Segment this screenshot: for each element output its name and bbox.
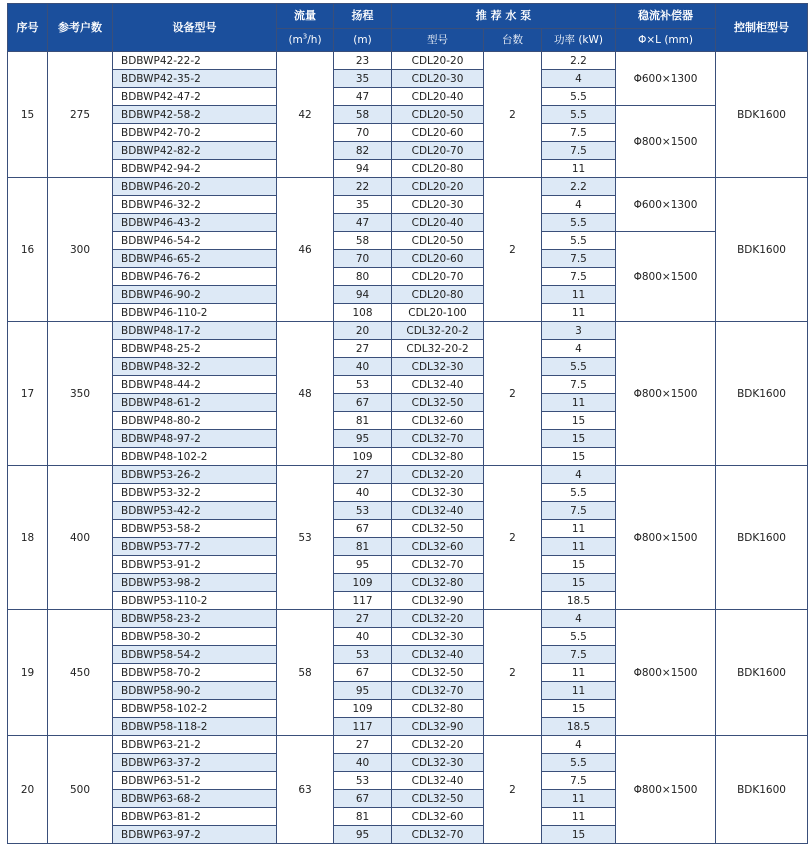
pump-model-cell: CDL32-60 [392,538,484,556]
pump-count-cell: 2 [484,736,542,844]
model-cell: BDBWP48-44-2 [113,376,277,394]
pump-power-cell: 11 [542,286,616,304]
model-cell: BDBWP46-20-2 [113,178,277,196]
header-model: 设备型号 [113,4,277,52]
head-cell: 35 [334,70,392,88]
pump-power-cell: 11 [542,160,616,178]
pump-power-cell: 7.5 [542,502,616,520]
pump-power-cell: 18.5 [542,592,616,610]
flow-cell: 42 [277,52,334,178]
pump-count-cell: 2 [484,322,542,466]
head-cell: 22 [334,178,392,196]
head-cell: 47 [334,214,392,232]
model-cell: BDBWP53-26-2 [113,466,277,484]
head-cell: 108 [334,304,392,322]
head-cell: 23 [334,52,392,70]
model-cell: BDBWP48-17-2 [113,322,277,340]
header-pump-count: 台数 [484,29,542,52]
head-cell: 40 [334,754,392,772]
model-cell: BDBWP58-30-2 [113,628,277,646]
model-cell: BDBWP63-51-2 [113,772,277,790]
header-flow-unit [277,29,334,52]
head-cell: 35 [334,196,392,214]
head-cell: 20 [334,322,392,340]
model-cell: BDBWP42-58-2 [113,106,277,124]
cabinet-cell: BDK1600 [716,610,808,736]
head-cell: 58 [334,106,392,124]
pump-power-cell: 7.5 [542,772,616,790]
head-cell: 70 [334,124,392,142]
pump-model-cell: CDL32-30 [392,484,484,502]
households-cell: 450 [48,610,113,736]
pump-power-cell: 7.5 [542,376,616,394]
head-cell: 67 [334,664,392,682]
head-cell: 117 [334,718,392,736]
pump-power-cell: 11 [542,790,616,808]
model-cell: BDBWP42-47-2 [113,88,277,106]
pump-model-cell: CDL32-90 [392,592,484,610]
table-body [8,52,808,844]
stabilizer-cell: Φ800×1500 [616,736,716,844]
pump-power-cell: 15 [542,574,616,592]
table-row [8,466,808,484]
pump-power-cell: 5.5 [542,754,616,772]
pump-model-cell: CDL20-20 [392,52,484,70]
head-cell: 117 [334,592,392,610]
pump-model-cell: CDL32-30 [392,358,484,376]
stabilizer-cell: Φ800×1500 [616,232,716,322]
model-cell: BDBWP53-77-2 [113,538,277,556]
head-cell: 95 [334,682,392,700]
header-head: 扬程 [334,4,392,29]
pump-model-cell: CDL32-20-2 [392,322,484,340]
model-cell: BDBWP42-82-2 [113,142,277,160]
model-cell: BDBWP42-22-2 [113,52,277,70]
pump-power-cell: 11 [542,520,616,538]
pump-model-cell: CDL32-20 [392,466,484,484]
pump-model-cell: CDL32-70 [392,556,484,574]
pump-power-cell: 11 [542,664,616,682]
pump-model-cell: CDL32-40 [392,646,484,664]
pump-model-cell: CDL20-70 [392,142,484,160]
head-cell: 27 [334,610,392,628]
model-cell: BDBWP42-94-2 [113,160,277,178]
model-cell: BDBWP63-97-2 [113,826,277,844]
pump-model-cell: CDL32-20 [392,736,484,754]
seq-cell: 15 [8,52,48,178]
head-cell: 109 [334,574,392,592]
pump-power-cell: 4 [542,466,616,484]
head-cell: 40 [334,628,392,646]
head-cell: 67 [334,790,392,808]
head-cell: 27 [334,736,392,754]
model-cell: BDBWP42-70-2 [113,124,277,142]
pump-count-cell: 2 [484,178,542,322]
head-cell: 27 [334,340,392,358]
pump-power-cell: 15 [542,826,616,844]
pump-model-cell: CDL20-100 [392,304,484,322]
pump-model-cell: CDL32-30 [392,754,484,772]
head-cell: 95 [334,826,392,844]
head-cell: 81 [334,808,392,826]
header-seq: 序号 [8,4,48,52]
head-cell: 80 [334,268,392,286]
head-cell: 95 [334,430,392,448]
model-cell: BDBWP58-118-2 [113,718,277,736]
cabinet-cell: BDK1600 [716,178,808,322]
model-cell: BDBWP48-25-2 [113,340,277,358]
pump-model-cell: CDL32-80 [392,574,484,592]
model-cell: BDBWP58-54-2 [113,646,277,664]
flow-cell: 46 [277,178,334,322]
pump-model-cell: CDL32-50 [392,394,484,412]
head-cell: 109 [334,700,392,718]
seq-cell: 19 [8,610,48,736]
stabilizer-cell: Φ800×1500 [616,322,716,466]
flow-cell: 48 [277,322,334,466]
pump-power-cell: 5.5 [542,232,616,250]
model-cell: BDBWP48-32-2 [113,358,277,376]
pump-model-cell: CDL32-50 [392,520,484,538]
table-row [8,610,808,628]
pump-power-cell: 4 [542,736,616,754]
spec-table-wrapper [7,3,808,844]
pump-power-cell: 15 [542,556,616,574]
model-cell: BDBWP46-110-2 [113,304,277,322]
pump-power-cell: 4 [542,340,616,358]
flow-unit-sup: 3 [302,32,308,41]
pump-power-cell: 5.5 [542,106,616,124]
model-cell: BDBWP53-91-2 [113,556,277,574]
head-cell: 58 [334,232,392,250]
model-cell: BDBWP63-68-2 [113,790,277,808]
header-row-top [8,4,808,29]
head-cell: 47 [334,88,392,106]
pump-power-cell: 4 [542,70,616,88]
pump-power-cell: 11 [542,682,616,700]
seq-cell: 16 [8,178,48,322]
pump-power-cell: 11 [542,304,616,322]
pump-power-cell: 2.2 [542,178,616,196]
cabinet-cell: BDK1600 [716,466,808,610]
head-cell: 53 [334,772,392,790]
flow-cell: 53 [277,466,334,610]
model-cell: BDBWP58-70-2 [113,664,277,682]
model-cell: BDBWP46-32-2 [113,196,277,214]
flow-cell: 63 [277,736,334,844]
pump-model-cell: CDL32-80 [392,700,484,718]
pump-power-cell: 15 [542,430,616,448]
head-cell: 109 [334,448,392,466]
header-head-unit: (m) [334,29,392,52]
head-cell: 40 [334,484,392,502]
model-cell: BDBWP48-97-2 [113,430,277,448]
pump-model-cell: CDL32-30 [392,628,484,646]
pump-model-cell: CDL32-60 [392,808,484,826]
pump-power-cell: 7.5 [542,646,616,664]
pump-model-cell: CDL20-40 [392,88,484,106]
model-cell: BDBWP58-23-2 [113,610,277,628]
pump-model-cell: CDL32-70 [392,430,484,448]
pump-model-cell: CDL32-80 [392,448,484,466]
pump-power-cell: 15 [542,700,616,718]
cabinet-cell: BDK1600 [716,52,808,178]
flow-cell: 58 [277,610,334,736]
header-stabilizer-unit: Φ×L (mm) [616,29,716,52]
head-cell: 94 [334,160,392,178]
stabilizer-cell: Φ800×1500 [616,106,716,178]
seq-cell: 20 [8,736,48,844]
pump-model-cell: CDL32-40 [392,772,484,790]
pump-model-cell: CDL20-30 [392,70,484,88]
model-cell: BDBWP58-102-2 [113,700,277,718]
head-cell: 82 [334,142,392,160]
pump-model-cell: CDL20-50 [392,232,484,250]
model-cell: BDBWP53-42-2 [113,502,277,520]
table-row [8,736,808,754]
households-cell: 400 [48,466,113,610]
households-cell: 300 [48,178,113,322]
seq-cell: 18 [8,466,48,610]
head-cell: 81 [334,538,392,556]
pump-model-cell: CDL32-50 [392,790,484,808]
pump-power-cell: 4 [542,610,616,628]
model-cell: BDBWP46-76-2 [113,268,277,286]
table-row [8,232,808,250]
stabilizer-cell: Φ800×1500 [616,466,716,610]
head-cell: 81 [334,412,392,430]
model-cell: BDBWP48-102-2 [113,448,277,466]
pump-model-cell: CDL32-20-2 [392,340,484,358]
pump-power-cell: 7.5 [542,268,616,286]
flow-unit-pre: (m [288,34,303,46]
head-cell: 53 [334,376,392,394]
model-cell: BDBWP63-81-2 [113,808,277,826]
model-cell: BDBWP48-80-2 [113,412,277,430]
pump-model-cell: CDL32-40 [392,376,484,394]
pump-model-cell: CDL32-20 [392,610,484,628]
pump-model-cell: CDL32-90 [392,718,484,736]
model-cell: BDBWP46-54-2 [113,232,277,250]
pump-power-cell: 2.2 [542,52,616,70]
pump-model-cell: CDL20-40 [392,214,484,232]
pump-count-cell: 2 [484,466,542,610]
head-cell: 70 [334,250,392,268]
households-cell: 275 [48,52,113,178]
head-cell: 53 [334,646,392,664]
stabilizer-cell: Φ600×1300 [616,52,716,106]
pump-count-cell: 2 [484,52,542,178]
model-cell: BDBWP63-21-2 [113,736,277,754]
model-cell: BDBWP46-65-2 [113,250,277,268]
pump-power-cell: 3 [542,322,616,340]
pump-model-cell: CDL20-80 [392,286,484,304]
pump-model-cell: CDL20-60 [392,250,484,268]
header-stabilizer: 稳流补偿器 [616,4,716,29]
header-households: 参考户数 [48,4,113,52]
pump-model-cell: CDL20-30 [392,196,484,214]
pump-model-cell: CDL20-50 [392,106,484,124]
model-cell: BDBWP58-90-2 [113,682,277,700]
model-cell: BDBWP46-43-2 [113,214,277,232]
header-flow: 流量 [277,4,334,29]
model-cell: BDBWP46-90-2 [113,286,277,304]
pump-power-cell: 5.5 [542,358,616,376]
households-cell: 500 [48,736,113,844]
pump-power-cell: 5.5 [542,88,616,106]
pump-model-cell: CDL20-20 [392,178,484,196]
model-cell: BDBWP53-58-2 [113,520,277,538]
pump-model-cell: CDL32-40 [392,502,484,520]
stabilizer-cell: Φ600×1300 [616,178,716,232]
pump-power-cell: 7.5 [542,124,616,142]
model-cell: BDBWP53-98-2 [113,574,277,592]
pump-model-cell: CDL20-80 [392,160,484,178]
pump-power-cell: 11 [542,394,616,412]
cabinet-cell: BDK1600 [716,736,808,844]
flow-unit-post: /h) [307,34,322,46]
head-cell: 94 [334,286,392,304]
header-pump-model: 型号 [392,29,484,52]
cabinet-cell: BDK1600 [716,322,808,466]
pump-power-cell: 15 [542,448,616,466]
table-header [8,4,808,52]
table-row [8,106,808,124]
table-row [8,52,808,70]
table-row [8,178,808,196]
pump-count-cell: 2 [484,610,542,736]
pump-power-cell: 7.5 [542,250,616,268]
households-cell: 350 [48,322,113,466]
header-pump-group: 推 荐 水 泵 [392,4,616,29]
pump-power-cell: 5.5 [542,214,616,232]
seq-cell: 17 [8,322,48,466]
pump-model-cell: CDL32-50 [392,664,484,682]
pump-power-cell: 15 [542,412,616,430]
stabilizer-cell: Φ800×1500 [616,610,716,736]
model-cell: BDBWP42-35-2 [113,70,277,88]
pump-model-cell: CDL32-60 [392,412,484,430]
model-cell: BDBWP63-37-2 [113,754,277,772]
head-cell: 27 [334,466,392,484]
pump-power-cell: 5.5 [542,628,616,646]
pump-model-cell: CDL32-70 [392,826,484,844]
head-cell: 67 [334,520,392,538]
pump-power-cell: 11 [542,808,616,826]
equipment-spec-table [7,3,808,844]
pump-power-cell: 7.5 [542,142,616,160]
header-pump-power: 功率 (kW) [542,29,616,52]
pump-power-cell: 11 [542,538,616,556]
head-cell: 67 [334,394,392,412]
header-cabinet: 控制柜型号 [716,4,808,52]
head-cell: 53 [334,502,392,520]
table-row [8,322,808,340]
pump-power-cell: 4 [542,196,616,214]
model-cell: BDBWP53-110-2 [113,592,277,610]
pump-model-cell: CDL20-70 [392,268,484,286]
pump-model-cell: CDL32-70 [392,682,484,700]
model-cell: BDBWP48-61-2 [113,394,277,412]
pump-model-cell: CDL20-60 [392,124,484,142]
head-cell: 40 [334,358,392,376]
pump-power-cell: 18.5 [542,718,616,736]
head-cell: 95 [334,556,392,574]
model-cell: BDBWP53-32-2 [113,484,277,502]
pump-power-cell: 5.5 [542,484,616,502]
